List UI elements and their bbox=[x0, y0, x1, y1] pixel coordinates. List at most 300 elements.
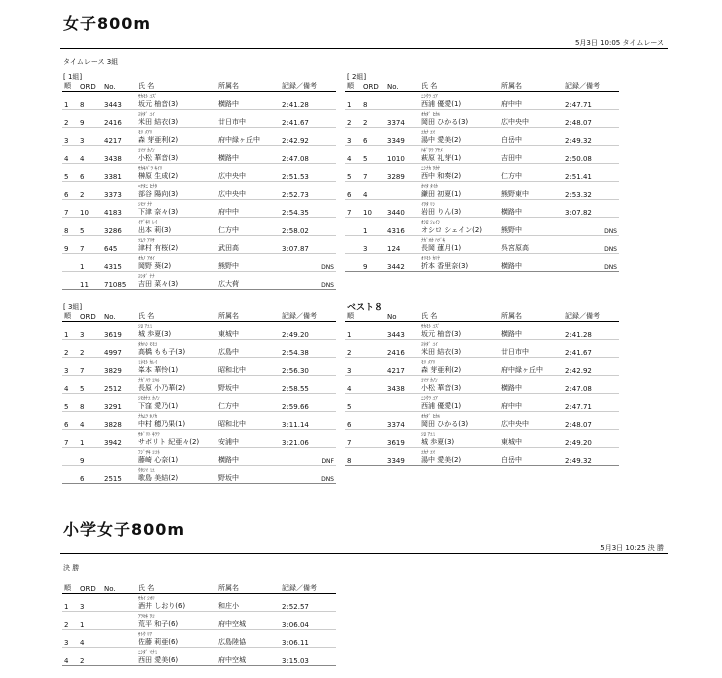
name-kana: ﾆｼﾀﾞ ﾏﾅﾐ bbox=[138, 650, 158, 656]
record-cell bbox=[563, 254, 619, 272]
name-kana: ｼﾓﾂ ﾅﾅ bbox=[138, 202, 153, 208]
rank-cell: 7 bbox=[62, 200, 78, 218]
name-cell bbox=[419, 376, 499, 394]
rank-cell: 4 bbox=[62, 376, 78, 394]
name-cell bbox=[136, 340, 216, 358]
bib-cell bbox=[102, 630, 136, 648]
record-cell bbox=[280, 182, 336, 200]
rank-cell bbox=[62, 466, 78, 484]
bib-cell: 3619 bbox=[102, 322, 136, 340]
name-cell bbox=[136, 146, 216, 164]
name-kana: ｻｶﾓﾄ ﾕｽﾞ bbox=[138, 94, 158, 100]
table-row bbox=[62, 272, 336, 290]
athlete-name: 小松 華音(3) bbox=[138, 154, 179, 162]
name-cell bbox=[136, 92, 216, 110]
name-kana: ﾊｷﾞﾜﾗ ｱﾔﾒ bbox=[421, 148, 443, 154]
record: 2:47.71 bbox=[565, 403, 592, 411]
record: 3:06.04 bbox=[282, 621, 309, 629]
name-cell bbox=[136, 430, 216, 448]
bib-cell: 3438 bbox=[102, 146, 136, 164]
team-cell: 熊野中 bbox=[216, 254, 280, 272]
athlete-name: 萩原 礼芽(1) bbox=[421, 154, 462, 162]
athlete-name: 岡田 ひかる(3) bbox=[421, 118, 469, 126]
record-cell bbox=[563, 394, 619, 412]
ord-cell: 2 bbox=[361, 110, 385, 128]
team-cell: 野坂中 bbox=[216, 376, 280, 394]
rank-cell bbox=[62, 272, 78, 290]
record: 2:58.02 bbox=[282, 227, 309, 235]
athlete-name: 西浦 優愛(1) bbox=[421, 402, 462, 410]
record-cell bbox=[563, 448, 619, 466]
record-cell bbox=[280, 110, 336, 128]
rank-cell: 9 bbox=[62, 236, 78, 254]
record-cell bbox=[563, 322, 619, 340]
name-kana: ﾅｶﾑﾗ ﾎﾉｶ bbox=[138, 414, 158, 420]
col-record: 記録／備考 bbox=[280, 583, 336, 594]
name-cell bbox=[419, 394, 499, 412]
record: 2:54.35 bbox=[282, 209, 309, 217]
record-cell bbox=[563, 182, 619, 200]
team-cell: 横路中 bbox=[499, 376, 563, 394]
ord-cell: 4 bbox=[78, 630, 102, 648]
ord-cell: 3 bbox=[78, 322, 102, 340]
col-name: 氏 名 bbox=[419, 81, 499, 92]
ord-cell: 6 bbox=[361, 128, 385, 146]
name-kana: ｼﾛ ｱﾕﾐ bbox=[138, 324, 153, 330]
team-cell: 仁方中 bbox=[216, 218, 280, 236]
record-cell bbox=[280, 448, 336, 466]
athlete-name: 城 歩夏(3) bbox=[421, 438, 455, 446]
remark: DNS bbox=[321, 264, 334, 271]
table-row bbox=[345, 218, 619, 236]
name-kana: ﾌｼﾞｻｷ ｺｺﾈ bbox=[138, 450, 160, 456]
record: 2:41.67 bbox=[565, 349, 592, 357]
name-cell bbox=[136, 110, 216, 128]
table-row bbox=[62, 146, 336, 164]
table-row bbox=[62, 430, 336, 448]
bib-cell bbox=[385, 92, 419, 110]
team-cell: 府中緑ヶ丘中 bbox=[216, 128, 280, 146]
athlete-name: 部谷 陽向(3) bbox=[138, 190, 179, 198]
record-cell bbox=[280, 146, 336, 164]
team-cell: 昭和北中 bbox=[216, 412, 280, 430]
name-cell bbox=[419, 430, 499, 448]
col-no: No. bbox=[102, 311, 136, 322]
table-row bbox=[62, 630, 336, 648]
name-kana: ｵﾘﾓﾄ ｶﾘﾅ bbox=[421, 256, 441, 262]
remark: DNS bbox=[604, 228, 617, 235]
bib-cell: 3942 bbox=[102, 430, 136, 448]
team-cell: 熊野中 bbox=[499, 218, 563, 236]
athlete-name: 出本 莉(3) bbox=[138, 226, 172, 234]
ord-cell: 5 bbox=[78, 218, 102, 236]
record: 2:47.08 bbox=[565, 385, 592, 393]
rank-cell: 3 bbox=[62, 358, 78, 376]
col-name: 氏 名 bbox=[419, 311, 499, 322]
athlete-name: 岩田 りん(3) bbox=[421, 208, 462, 216]
bib-cell: 2512 bbox=[102, 376, 136, 394]
name-kana: ﾓﾘ ﾒｱﾘ bbox=[421, 360, 436, 366]
record-cell bbox=[563, 236, 619, 254]
ord-cell: 7 bbox=[78, 358, 102, 376]
record-cell bbox=[280, 164, 336, 182]
rank-cell: 6 bbox=[62, 412, 78, 430]
team-cell: 白岳中 bbox=[499, 448, 563, 466]
team-cell: 広中央中 bbox=[216, 182, 280, 200]
athlete-name: サボリト 紀亜々(2) bbox=[138, 438, 200, 446]
name-cell bbox=[419, 200, 499, 218]
name-cell bbox=[136, 648, 216, 666]
table-row bbox=[345, 254, 619, 272]
table-row bbox=[345, 146, 619, 164]
name-kana: ｻｶｲ ｼｵﾘ bbox=[138, 596, 155, 602]
table-row bbox=[345, 322, 619, 340]
athlete-name: 中村 穂乃果(1) bbox=[138, 420, 186, 428]
team-cell: 仁方中 bbox=[216, 394, 280, 412]
name-kana: ｲﾜﾀ ﾘﾝ bbox=[421, 202, 436, 208]
record: 2:52.57 bbox=[282, 603, 309, 611]
name-kana: ﾓﾘ ﾒｱﾘ bbox=[138, 130, 153, 136]
bib-cell bbox=[102, 612, 136, 630]
name-cell bbox=[419, 110, 499, 128]
table-row bbox=[62, 376, 336, 394]
table-row bbox=[62, 466, 336, 484]
table-row bbox=[62, 92, 336, 110]
group3-table bbox=[62, 311, 336, 484]
ord-cell: 4 bbox=[361, 182, 385, 200]
ord-cell: 7 bbox=[78, 236, 102, 254]
name-kana: ｻｶｷﾊﾞﾗ ｷｲﾘ bbox=[138, 166, 163, 172]
name-kana: ｵｼﾛ ｼｪｲﾝ bbox=[421, 220, 441, 226]
team-cell: 広大荷 bbox=[216, 272, 280, 290]
name-kana: ｵｶﾀﾞ ﾋｶﾙ bbox=[421, 112, 441, 118]
table-row bbox=[62, 200, 336, 218]
record-cell bbox=[563, 110, 619, 128]
table-row bbox=[345, 110, 619, 128]
event-title: 女子800m bbox=[63, 14, 152, 33]
group1-table bbox=[62, 81, 336, 290]
name-kana: ｵｶﾀﾞ ﾋｶﾙ bbox=[421, 414, 441, 420]
bib-cell: 3374 bbox=[385, 412, 419, 430]
name-cell bbox=[136, 448, 216, 466]
name-cell bbox=[136, 218, 216, 236]
header-row bbox=[62, 311, 336, 322]
col-ord: ORD bbox=[78, 311, 102, 322]
bib-cell: 2416 bbox=[385, 340, 419, 358]
table-row bbox=[345, 412, 619, 430]
table-row bbox=[62, 448, 336, 466]
ord-cell bbox=[361, 340, 385, 358]
name-kana: ｼﾛ ｱﾕﾐ bbox=[421, 432, 436, 438]
team-cell: 和庄小 bbox=[216, 594, 280, 612]
name-cell bbox=[419, 218, 499, 236]
ord-cell: 8 bbox=[78, 92, 102, 110]
name-cell bbox=[419, 182, 499, 200]
col-no: No. bbox=[102, 583, 136, 594]
record-cell bbox=[280, 394, 336, 412]
col-no: No bbox=[385, 311, 419, 322]
record: 2:49.32 bbox=[565, 457, 592, 465]
table-row bbox=[345, 92, 619, 110]
best8-label: ベスト８ bbox=[347, 303, 384, 313]
record: 3:11.14 bbox=[282, 421, 309, 429]
ord-cell: 3 bbox=[78, 594, 102, 612]
athlete-name: 米田 結衣(3) bbox=[138, 118, 179, 126]
athlete-name: 城 歩夏(3) bbox=[138, 330, 172, 338]
ord-cell bbox=[361, 430, 385, 448]
athlete-name: 西田 愛美(6) bbox=[138, 656, 179, 664]
rank-cell: 5 bbox=[345, 164, 361, 182]
rank-cell: 2 bbox=[345, 110, 361, 128]
athlete-name: 高橋 もも子(3) bbox=[138, 348, 186, 356]
athlete-name: 森 芽亜利(2) bbox=[421, 366, 462, 374]
team-cell: 武田高 bbox=[216, 236, 280, 254]
name-cell bbox=[419, 236, 499, 254]
name-cell bbox=[136, 394, 216, 412]
rank-cell: 1 bbox=[345, 92, 361, 110]
col-name: 氏 名 bbox=[136, 311, 216, 322]
rank-cell bbox=[62, 448, 78, 466]
col-ord bbox=[361, 311, 385, 322]
remark: DNS bbox=[604, 264, 617, 271]
bib-cell: 3440 bbox=[385, 200, 419, 218]
col-rank: 順 bbox=[62, 311, 78, 322]
name-cell bbox=[419, 254, 499, 272]
name-kana: ﾅｶﾞｵｶ ﾊﾂﾞｷ bbox=[421, 238, 446, 244]
col-ord: ORD bbox=[78, 81, 102, 92]
team-cell: 広中央中 bbox=[216, 164, 280, 182]
ord-cell: 5 bbox=[361, 146, 385, 164]
ord-cell: 2 bbox=[78, 648, 102, 666]
ord-cell: 4 bbox=[78, 412, 102, 430]
bib-cell bbox=[102, 448, 136, 466]
team-cell: 府中緑ヶ丘中 bbox=[499, 358, 563, 376]
final-table bbox=[62, 583, 336, 666]
team-cell: 白岳中 bbox=[499, 128, 563, 146]
team-cell: 府中空城 bbox=[216, 648, 280, 666]
name-kana: ｺﾏﾂ ｶﾉﾝ bbox=[138, 148, 155, 154]
athlete-name: 榊原 生成(2) bbox=[138, 172, 179, 180]
record-cell bbox=[563, 164, 619, 182]
team-cell: 府中中 bbox=[216, 200, 280, 218]
bib-cell: 3442 bbox=[385, 254, 419, 272]
ord-cell bbox=[361, 376, 385, 394]
name-kana: ﾀｶﾊｼ ﾓﾓｺ bbox=[138, 342, 158, 348]
name-kana: ｻﾄｳ ﾘｱ bbox=[138, 632, 153, 638]
record: 3:07.87 bbox=[282, 245, 309, 253]
name-cell bbox=[136, 466, 216, 484]
rank-cell: 2 bbox=[345, 340, 361, 358]
bib-cell: 4315 bbox=[102, 254, 136, 272]
record-cell bbox=[280, 236, 336, 254]
ord-cell: 1 bbox=[78, 612, 102, 630]
name-cell bbox=[136, 200, 216, 218]
record-cell bbox=[280, 612, 336, 630]
record: 2:42.92 bbox=[565, 367, 592, 375]
name-cell bbox=[136, 612, 216, 630]
name-kana: ﾆｼﾅｶ ﾜｶﾅ bbox=[421, 166, 441, 172]
rank-cell: 8 bbox=[345, 448, 361, 466]
record-cell bbox=[280, 430, 336, 448]
rank-cell: 6 bbox=[345, 182, 361, 200]
record-cell bbox=[280, 92, 336, 110]
bib-cell: 3349 bbox=[385, 128, 419, 146]
header-row bbox=[345, 81, 619, 92]
bib-cell: 3443 bbox=[385, 322, 419, 340]
name-cell bbox=[136, 412, 216, 430]
col-ord: ORD bbox=[361, 81, 385, 92]
rank-cell: 3 bbox=[62, 630, 78, 648]
table-row bbox=[62, 412, 336, 430]
name-kana: ﾆｼｳﾗ ﾕｱ bbox=[421, 396, 438, 402]
athlete-name: 歌島 美結(2) bbox=[138, 474, 179, 482]
rank-cell: 8 bbox=[62, 218, 78, 236]
record: 2:59.66 bbox=[282, 403, 309, 411]
record: 2:49.20 bbox=[565, 439, 592, 447]
rank-cell bbox=[62, 254, 78, 272]
name-cell bbox=[136, 254, 216, 272]
bib-cell: 2416 bbox=[102, 110, 136, 128]
record: 2:49.20 bbox=[282, 331, 309, 339]
bib-cell: 3829 bbox=[102, 358, 136, 376]
record-cell bbox=[280, 340, 336, 358]
name-cell bbox=[419, 164, 499, 182]
col-rank: 順 bbox=[345, 311, 361, 322]
team-cell: 呉宮原高 bbox=[499, 236, 563, 254]
record-cell bbox=[280, 376, 336, 394]
event2-datetime: 5月3日 10:25 決 勝 bbox=[600, 544, 664, 552]
bib-cell: 3374 bbox=[385, 110, 419, 128]
record: 3:15.03 bbox=[282, 657, 309, 665]
bib-cell: 3289 bbox=[385, 164, 419, 182]
team-cell: 熊野東中 bbox=[499, 182, 563, 200]
record: 2:50.08 bbox=[565, 155, 592, 163]
rank-cell: 3 bbox=[345, 128, 361, 146]
ord-cell: 11 bbox=[78, 272, 102, 290]
ord-cell: 8 bbox=[361, 92, 385, 110]
record-cell bbox=[563, 128, 619, 146]
record: 3:21.06 bbox=[282, 439, 309, 447]
table-row bbox=[62, 254, 336, 272]
name-kana: ｲﾃﾞｷﾘ ﾚｲ bbox=[138, 220, 158, 226]
remark: DNS bbox=[321, 476, 334, 483]
remark: DNS bbox=[321, 282, 334, 289]
bib-cell: 1010 bbox=[385, 146, 419, 164]
athlete-name: 長原 小乃華(2) bbox=[138, 384, 186, 392]
rank-cell: 5 bbox=[345, 394, 361, 412]
table-row bbox=[62, 322, 336, 340]
col-rank: 順 bbox=[345, 81, 361, 92]
rank-cell: 6 bbox=[345, 412, 361, 430]
team-cell: 安浦中 bbox=[216, 430, 280, 448]
table-row bbox=[345, 376, 619, 394]
bib-cell: 3443 bbox=[102, 92, 136, 110]
record-cell bbox=[563, 92, 619, 110]
name-cell bbox=[136, 164, 216, 182]
rank-cell: 7 bbox=[345, 200, 361, 218]
athlete-name: 下津 奈々(3) bbox=[138, 208, 179, 216]
athlete-name: 森 芽亜利(2) bbox=[138, 136, 179, 144]
team-cell: 府中空城 bbox=[216, 612, 280, 630]
ord-cell: 6 bbox=[78, 164, 102, 182]
name-cell bbox=[419, 412, 499, 430]
name-cell bbox=[136, 182, 216, 200]
record: 3:07.82 bbox=[565, 209, 592, 217]
record: 2:42.92 bbox=[282, 137, 309, 145]
table-row bbox=[62, 394, 336, 412]
ord-cell: 10 bbox=[361, 200, 385, 218]
header-row bbox=[345, 311, 619, 322]
record: 2:41.67 bbox=[282, 119, 309, 127]
table-row bbox=[345, 128, 619, 146]
record: 2:48.07 bbox=[565, 421, 592, 429]
col-no: No. bbox=[385, 81, 419, 92]
best8-table bbox=[345, 311, 619, 466]
record-cell bbox=[280, 272, 336, 290]
ord-cell: 7 bbox=[361, 164, 385, 182]
bib-cell: 4217 bbox=[385, 358, 419, 376]
team-cell: 廿日市中 bbox=[499, 340, 563, 358]
athlete-name: 折本 香里奈(3) bbox=[421, 262, 469, 270]
name-kana: ﾕｶﾅ ｴﾏ bbox=[421, 450, 436, 456]
bib-cell: 3828 bbox=[102, 412, 136, 430]
team-cell: 横路中 bbox=[499, 322, 563, 340]
name-cell bbox=[419, 448, 499, 466]
athlete-name: 佐藤 莉亜(6) bbox=[138, 638, 179, 646]
col-record: 記録／備考 bbox=[280, 311, 336, 322]
table-row bbox=[345, 182, 619, 200]
name-kana: ﾐﾈﾓﾄ ｶﾚｲ bbox=[138, 360, 158, 366]
bib-cell: 645 bbox=[102, 236, 136, 254]
table-row bbox=[345, 200, 619, 218]
name-cell bbox=[419, 146, 499, 164]
col-record: 記録／備考 bbox=[563, 81, 619, 92]
name-cell bbox=[136, 376, 216, 394]
ord-cell bbox=[361, 394, 385, 412]
athlete-name: 藤崎 心奈(1) bbox=[138, 456, 179, 464]
table-row bbox=[345, 448, 619, 466]
record-cell bbox=[280, 358, 336, 376]
table-row bbox=[345, 358, 619, 376]
rank-cell: 1 bbox=[62, 594, 78, 612]
record-cell bbox=[563, 218, 619, 236]
table-row bbox=[345, 340, 619, 358]
team-cell: 吉田中 bbox=[499, 146, 563, 164]
col-team: 所属名 bbox=[216, 583, 280, 594]
athlete-name: 吉田 菜々(3) bbox=[138, 280, 179, 288]
team-cell: 広島陸協 bbox=[216, 630, 280, 648]
record-cell bbox=[563, 412, 619, 430]
remark: DNS bbox=[604, 246, 617, 253]
table-row bbox=[62, 218, 336, 236]
rank-cell bbox=[345, 254, 361, 272]
record: 3:06.11 bbox=[282, 639, 309, 647]
record: 2:47.71 bbox=[565, 101, 592, 109]
ord-cell: 2 bbox=[78, 182, 102, 200]
col-team: 所属名 bbox=[216, 311, 280, 322]
record: 2:56.30 bbox=[282, 367, 309, 375]
bib-cell: 2515 bbox=[102, 466, 136, 484]
bib-cell: 3373 bbox=[102, 182, 136, 200]
team-cell: 広島中 bbox=[216, 340, 280, 358]
col-record: 記録／備考 bbox=[280, 81, 336, 92]
ord-cell: 3 bbox=[361, 236, 385, 254]
name-kana: ｵｶﾉ ｱｵｲ bbox=[138, 256, 155, 262]
col-rank: 順 bbox=[62, 81, 78, 92]
bib-cell: 4316 bbox=[385, 218, 419, 236]
table-row bbox=[62, 612, 336, 630]
rank-cell: 5 bbox=[62, 394, 78, 412]
